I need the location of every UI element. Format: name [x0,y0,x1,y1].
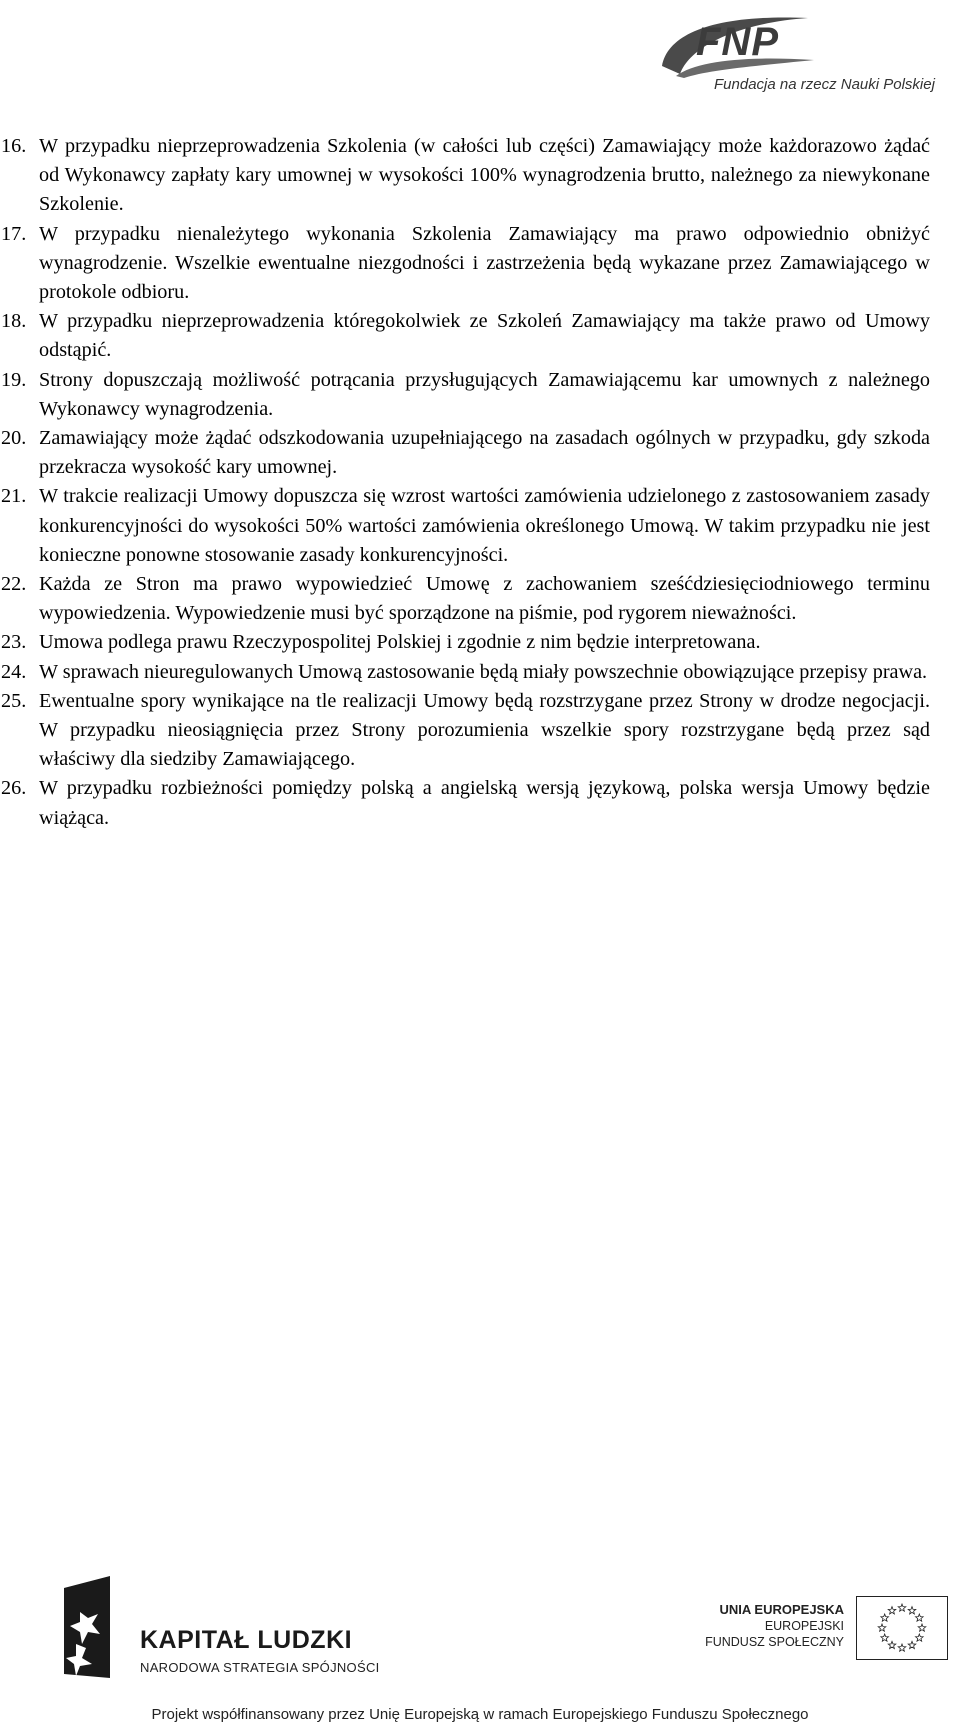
clause-item [0,482,930,570]
clause-text: Ewentualne spory wynikające na tle realizacji Umowy będą rozstrzygane przez Strony w drodze negocjacji. W przypadku nieosiągnięcia przez Strony porozumienia wszelkie spory rozstrzygane będą przez sąd właściwy dla siedziby Zamawiającego. [39,689,930,771]
fnp-logo-text: FNP [696,20,779,64]
eu-logo [668,1596,948,1680]
cofinancing-note: Projekt współfinansowany przez Unię Europejską w ramach Europejskiego Funduszu Społecznego [151,1706,809,1723]
clause-number: 17. [1,222,27,245]
clause-item [0,687,930,775]
clause-number: 20. [1,427,27,450]
clause-text: Każda ze Stron ma prawo wypowiedzieć Umowę z zachowaniem sześćdziesięciodniowego terminu wypowiedzenia. Wypowiedzenie musi być sporządzone na piśmie, pod rygorem nieważności. [39,573,930,625]
clause-item [0,570,930,628]
clause-text: W trakcie realizacji Umowy dopuszcza się wzrost wartości zamówienia udzielonego z zastosowaniem zasady konkurencyjności do wysokości 50% wartości zamówienia określonego Umową. W takim przypadku nie jest konieczne ponowne stosowanie zasady konkurencyjności. [39,485,930,566]
clause-number: 18. [1,310,27,333]
clause-item [0,424,930,482]
clause-item [0,220,930,308]
clause-number: 22. [1,573,27,596]
eu-flag-icon [856,1596,948,1660]
clause-item [0,628,930,657]
fnp-logo [658,6,958,98]
clause-text: W przypadku rozbieżności pomiędzy polską a angielską wersją językową, polska wersja Umowy będzie wiążąca. [39,777,930,829]
fnp-logo-subtitle: Fundacja na rzecz Nauki Polskiej [714,76,935,93]
clause-item [0,774,930,832]
clause-number: 21. [1,485,27,508]
clause-number: 16. [1,135,27,157]
clause-item [0,132,930,220]
kapital-ludzki-title: KAPITAŁ LUDZKI [140,1626,353,1654]
clause-item [0,658,930,687]
clause-item [0,307,930,365]
clause-number: 25. [1,689,27,712]
clause-number: 24. [1,660,27,683]
clause-text: W przypadku nieprzeprowadzenia Szkolenia (w całości lub części) Zamawiający może każdorazowo żądać od Wykonawcy zapłaty kary umownej w wysokości 100% wynagrodzenia brutto, należnego za niewykonane Szkolenie. [39,135,930,216]
clause-text: W przypadku nieprzeprowadzenia któregokolwiek ze Szkoleń Zamawiający ma także prawo od Umowy odstąpić. [39,310,930,362]
clause-item [0,366,930,424]
kapital-ludzki-emblem-icon [58,1574,124,1684]
eu-title: UNIA EUROPEJSKA [719,1602,844,1617]
clause-text: Umowa podlega prawu Rzeczypospolitej Polskiej i zgodnie z nim będzie interpretowana. [39,631,761,654]
clause-number: 23. [1,631,27,654]
clause-list [0,132,930,833]
kapital-ludzki-subtitle: NARODOWA STRATEGIA SPÓJNOŚCI [140,1660,380,1675]
kapital-ludzki-logo [58,1574,398,1686]
eu-text-block [705,1602,844,1650]
eu-line-3: FUNDUSZ SPOŁECZNY [705,1635,844,1649]
clause-text: W przypadku nienależytego wykonania Szkolenia Zamawiający ma prawo odpowiednio obniżyć wynagrodzenie. Wszelkie ewentualne niezgodności i zastrzeżenia będą wykazane przez Zamawiającego w protokole odbioru. [39,222,930,304]
clause-text: Zamawiający może żądać odszkodowania uzupełniającego na zasadach ogólnych w przypadku, gdy szkoda przekracza wysokość kary umownej. [39,427,930,479]
eu-line-2: EUROPEJSKI [764,1619,844,1633]
clause-number: 19. [1,368,27,391]
clause-number: 26. [1,777,27,800]
clause-text: Strony dopuszczają możliwość potrącania przysługujących Zamawiającemu kar umownych z należnego Wykonawcy wynagrodzenia. [39,368,930,420]
clause-text: W sprawach nieuregulowanych Umową zastosowanie będą miały powszechnie obowiązujące przepisy prawa. [39,660,928,683]
